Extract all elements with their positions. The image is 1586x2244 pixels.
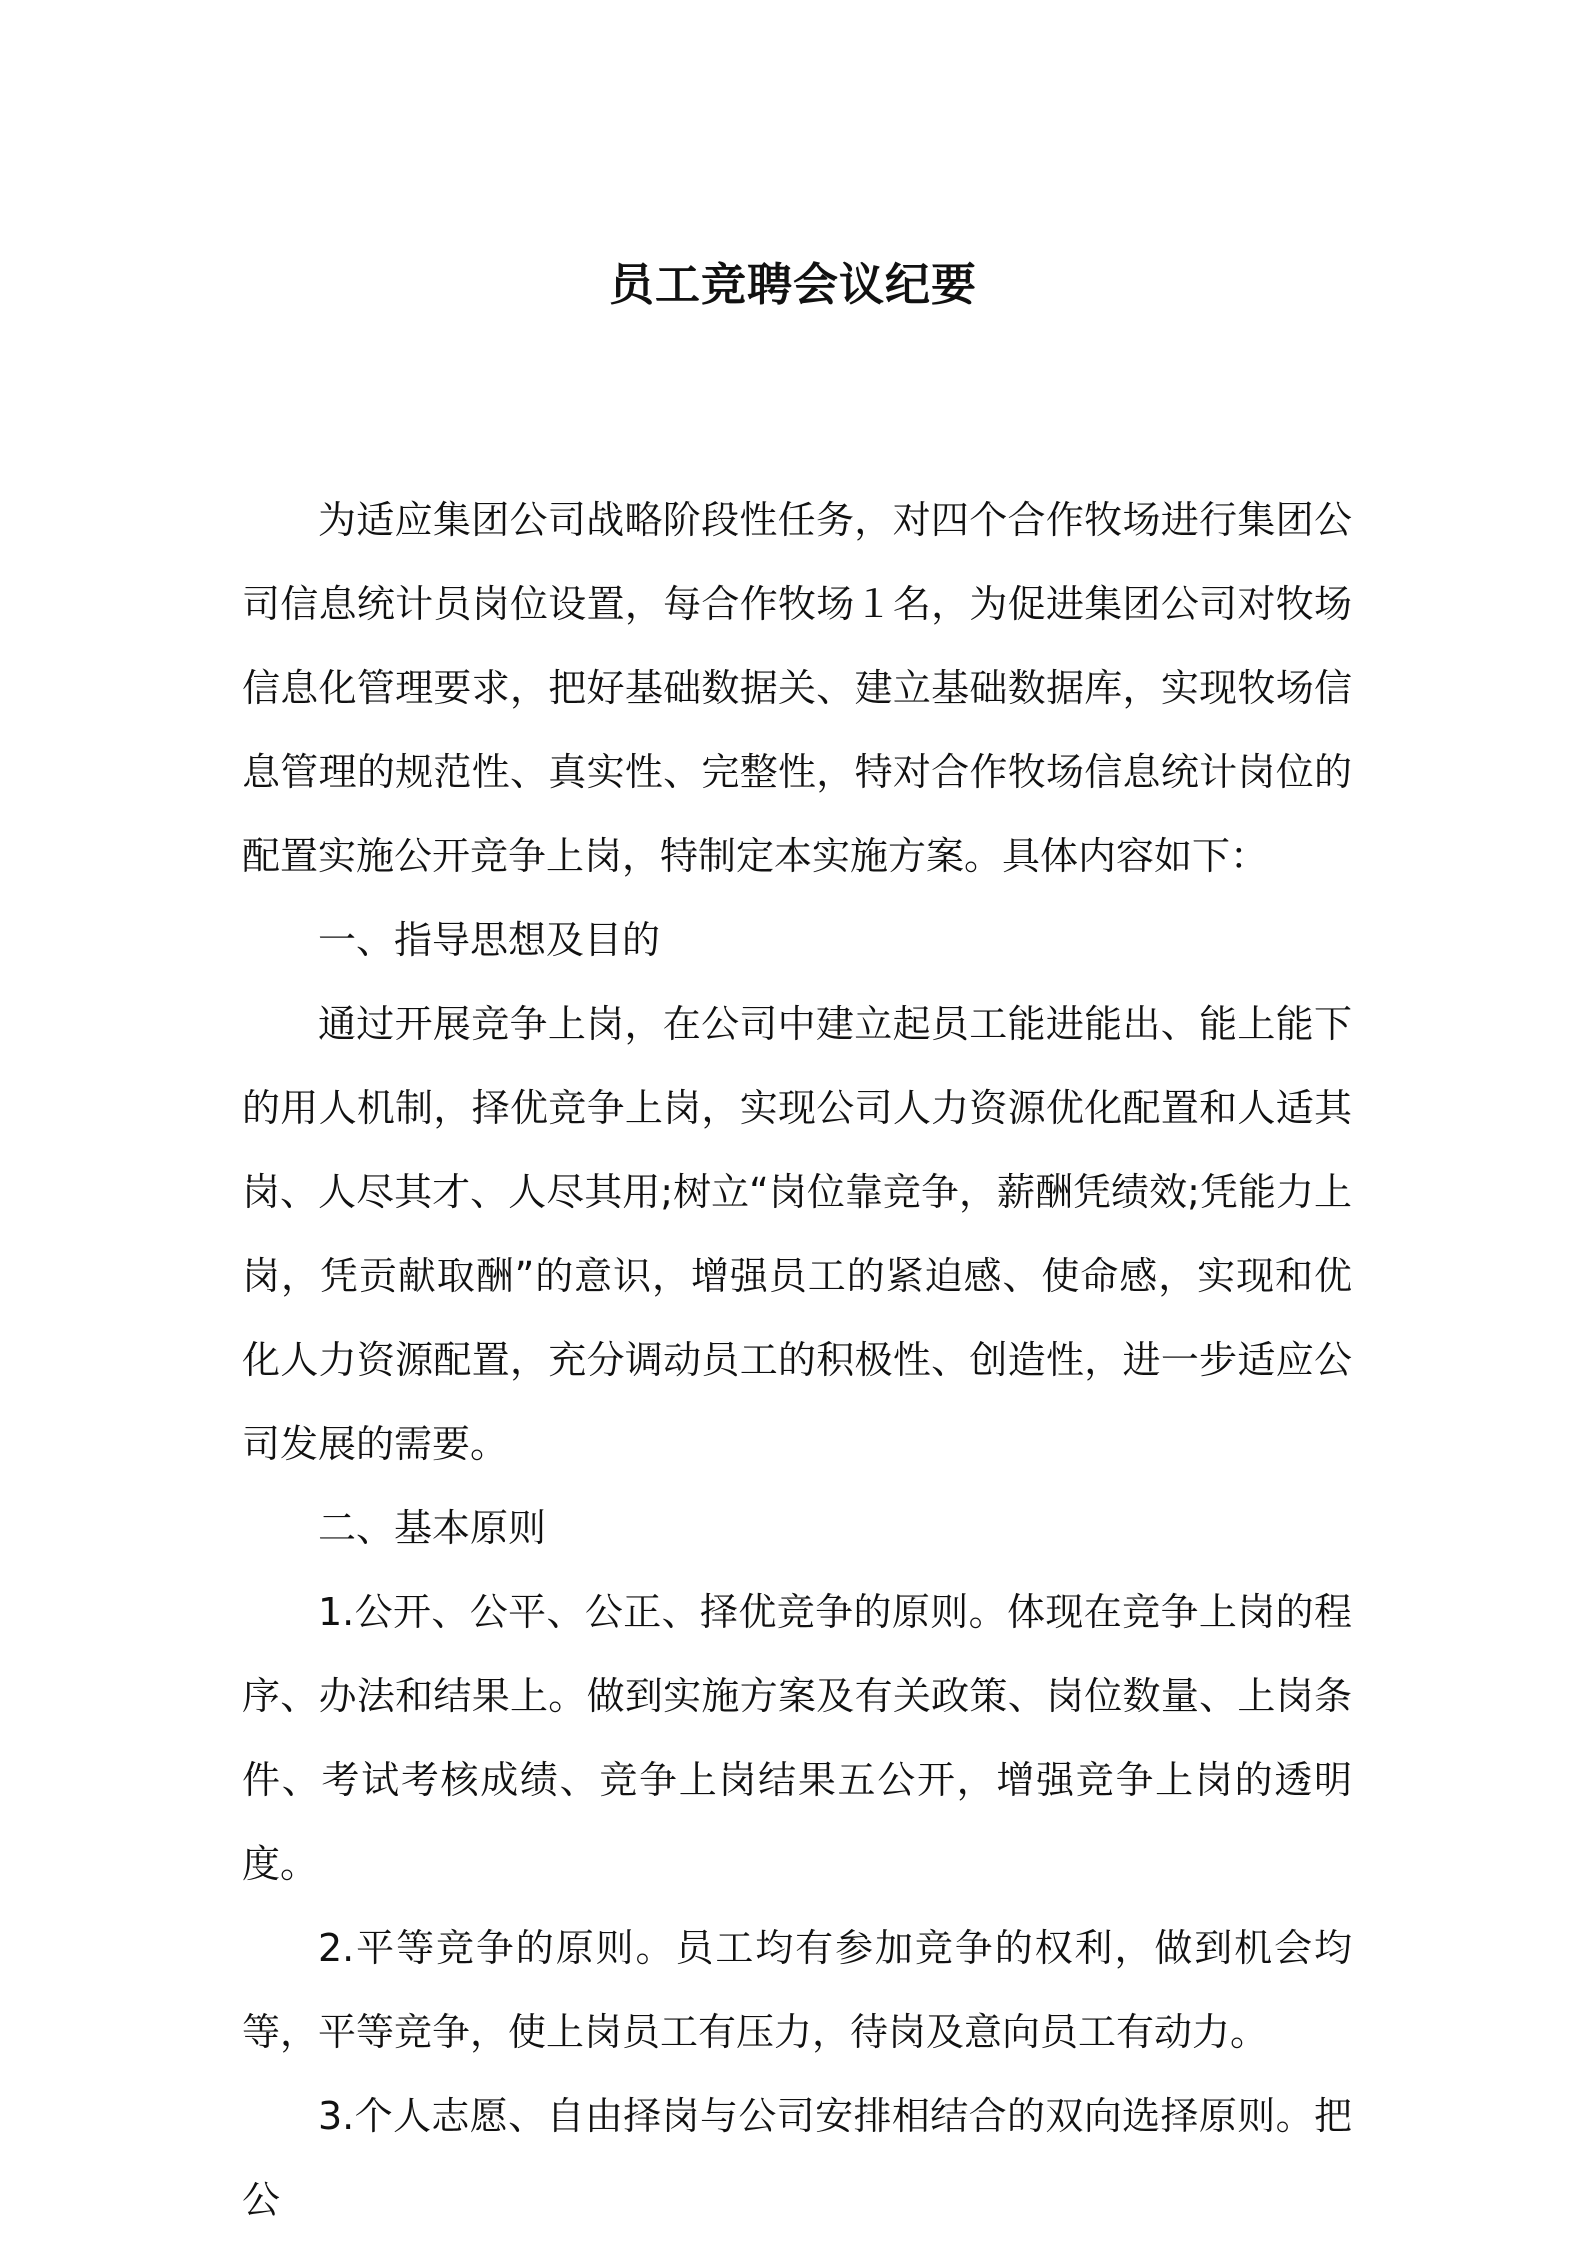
document-title: 员工竞聘会议纪要 (608, 258, 977, 312)
paragraph-principle-3: 3.个人志愿、自由择岗与公司安排相结合的双向选择原则。把公 (242, 2094, 1352, 2222)
section-heading-guiding-thought: 一、指导思想及目的 (318, 918, 661, 962)
paragraph-principle-2: 2.平等竞争的原则。员工均有参加竞争的权利，做到机会均等，平等竞争，使上岗员工有压力，待岗及意向员工有动力。 (242, 1926, 1352, 2054)
document-body (242, 478, 1352, 2242)
paragraph-guiding-thought: 通过开展竞争上岗，在公司中建立起员工能进能出、能上能下的用人机制，择优竞争上岗，实现公司人力资源优化配置和人适其岗、人尽其才、人尽其用;树立“岗位靠竞争，薪酬凭绩效;凭能力上岗，凭贡献取酬”的意识，增强员工的紧迫感、使命感，实现和优化人力资源配置，充分调动员工的积极性、创造性，进一步适应公司发展的需要。 (242, 1002, 1352, 1466)
paragraph-intro: 为适应集团公司战略阶段性任务，对四个合作牧场进行集团公司信息统计员岗位设置，每合作牧场１名，为促进集团公司对牧场信息化管理要求，把好基础数据关、建立基础数据库，实现牧场信息管理的规范性、真实性、完整性，特对合作牧场信息统计岗位的配置实施公开竞争上岗，特制定本实施方案。具体内容如下： (242, 498, 1352, 878)
section-heading-basic-principles: 二、基本原则 (318, 1506, 547, 1550)
paragraph-principle-1: 1.公开、公平、公正、择优竞争的原则。体现在竞争上岗的程序、办法和结果上。做到实施方案及有关政策、岗位数量、上岗条件、考试考核成绩、竞争上岗结果五公开，增强竞争上岗的透明度。 (242, 1590, 1352, 1886)
